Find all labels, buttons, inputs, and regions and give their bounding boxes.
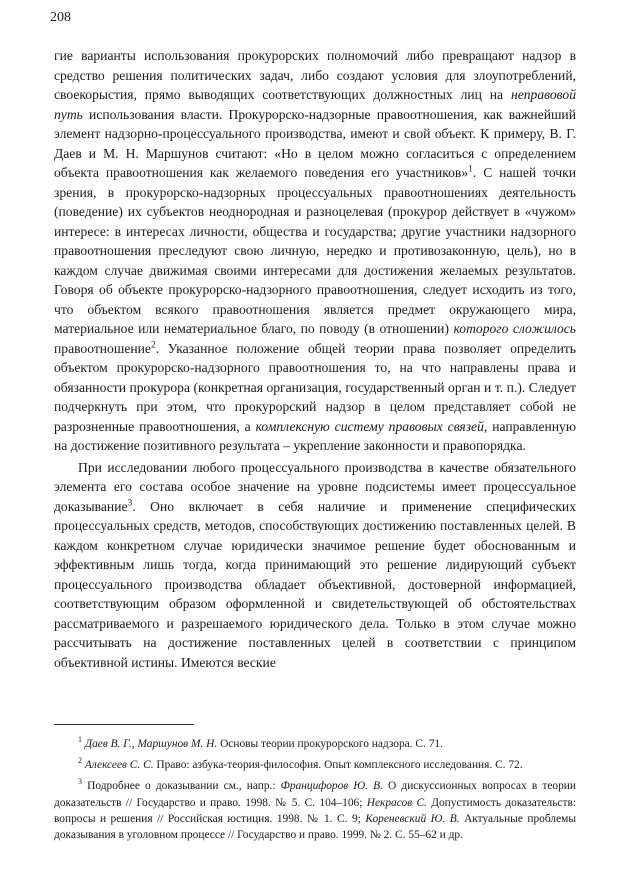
italic-run: которого сложилось	[453, 321, 576, 336]
italic-run: Алексеев С. С.	[84, 759, 154, 772]
text-run: использования власти. Прокурорско-надзорные правоотношения, как важнейший элемент надзорно-процессуального производства, имеют и свой объект. К примеру, В. Г. Даев и М. Н. Маршунов считают: «Но в целом можно согласиться с определением объекта правоотношения как желаемого поведения его участников»	[54, 106, 576, 180]
footnote-marker: 2	[78, 756, 82, 766]
footnote-divider	[54, 724, 194, 725]
italic-run: Некрасов С.	[366, 796, 427, 809]
text-run: . Оно включает в себя наличие и применение специфических процессуальных средств, методов, способствующих достижению поставленных целей. В каждом конкретном случае юридически значимое решение будет обоснованным и эффективным лишь тогда, когда принимающий это решение лидирующий субъект процессуального производства обладает объективной, достоверной информацией, соответствующим образом оформленной и свидетельствующей об обстоятельствах рассматриваемого и разрешаемого юридического дела. Только в этом случае можно рассчитывать на достижение поставленных целей в соответствии с принципом объективной истины. Имеются веские	[54, 498, 576, 670]
page-number: 208	[50, 10, 71, 25]
footnote-marker: 2	[150, 339, 156, 350]
text-run: Основы теории прокурорского надзора. С. 71.	[217, 738, 443, 750]
text-run: правоотношение	[54, 340, 151, 356]
italic-run: Даев В. Г., Маршунов М. Н.	[84, 738, 218, 750]
text-run: Актуальные проблемы доказывания в уголовном процессе // Государство и право. 1999. № 2. С. 55–62 и др.	[54, 812, 576, 842]
footnote	[54, 736, 576, 752]
footnote-marker: 3	[127, 497, 133, 508]
text-run: Подробнее о доказывании см., напр.:	[81, 780, 281, 793]
footnote-marker: 3	[78, 777, 82, 787]
text-run: Право: азбука-теория-философия. Опыт комплексного исследования. С. 72.	[153, 759, 523, 772]
footnote-marker: 1	[78, 735, 82, 745]
paragraph	[54, 458, 576, 673]
italic-run: неправовой путь	[54, 87, 576, 122]
text-run: При исследовании любого процессуального производства в качестве обязательного элемента его состава особое значение на уровне подсистемы имеет процессуальное доказывание	[54, 459, 576, 514]
italic-run: Францифоров Ю. В.	[280, 780, 383, 793]
footnote-marker: 1	[468, 164, 473, 175]
text-run: Допустимость доказательств: вопросы и решения // Российская юстиция. 1998. № 1. С. 9;	[54, 796, 576, 825]
text-run: гие варианты использования прокурорских полномочий либо превращают надзор в средство решения политических задач, либо создают условия для злоупотреблений, своекорыстия, прямо выводящих соответствующих должностных лиц на	[54, 48, 576, 102]
footnote	[54, 778, 576, 843]
text-run: , направленную на достижение позитивного результата – укрепление законности и правопорядка.	[54, 418, 577, 453]
italic-run: Кореневский Ю. В.	[365, 812, 460, 825]
italic-run: комплексную систему правовых связей	[255, 418, 484, 434]
footnote	[54, 757, 576, 773]
text-run: О дискуссионных вопросах в теории доказательств // Государство и право. 1998. № 5. С. 104–106;	[54, 780, 576, 809]
paragraph	[54, 46, 576, 456]
main-text	[54, 46, 576, 672]
text-run: . С нашей точки зрения, в прокурорско-надзорных процессуальных правоотношениях деятельность (поведение) их субъектов неоднородная и разноцелевая (прокурор действует в «чужом» интересе: в интересах личности, общества и государства; другие участники надзорного правоотношения преследуют свою личную, нередко и противозаконную, цель), но в каждом случае движимая своими интересами для достижения желаемых результатов. Говоря об объекте прокурорско-надзорного правоотношения, следует исходить из того, что объектом всякого правоотношения является предмет окружающего мира, материальное или нематериальное благо, по поводу (в отношении)	[54, 165, 577, 336]
footnotes	[54, 736, 576, 848]
text-run: . Указанное положение общей теории права позволяет определить объектом прокурорско-надзорного правоотношения то, на что направлены права и обязанности прокурора (конкретная организация, государственный орган и т. п.). Следует подчеркнуть при этом, что прокурорский надзор в целом представляет собой не разрозненные правоотношения, а	[54, 340, 576, 434]
